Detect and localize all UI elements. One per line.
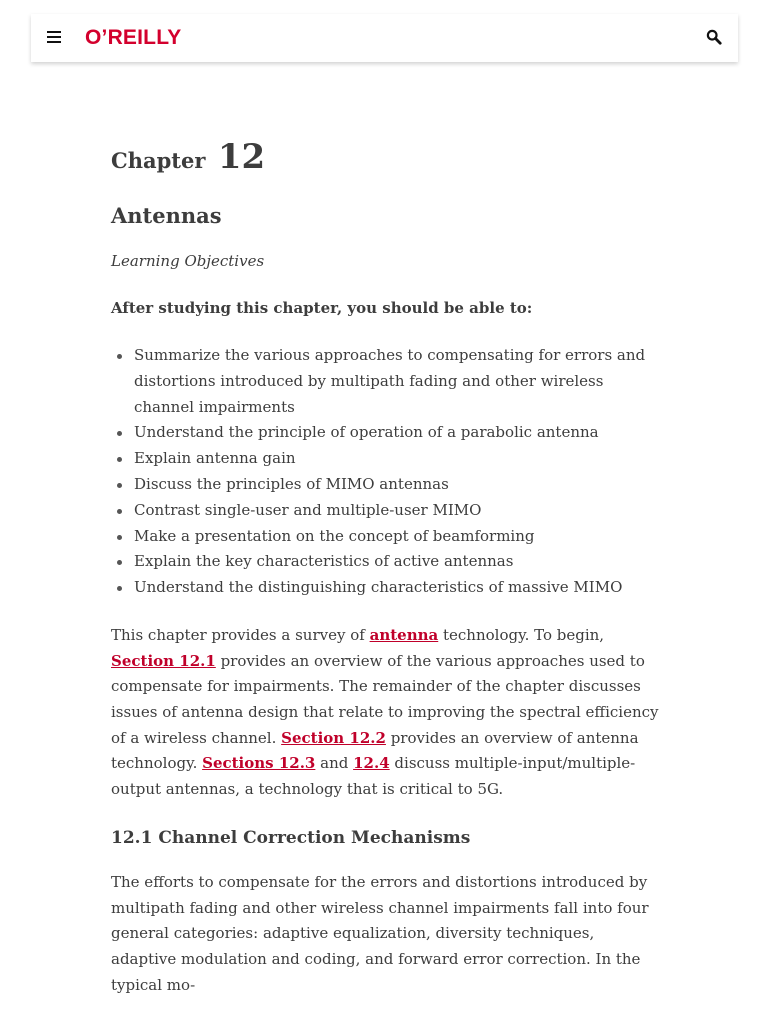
objective-item: Summarize the various approaches to compensating for errors and distortions introduced by multipath fading and other wireless channel impairments bbox=[134, 343, 661, 420]
objective-item: Explain antenna gain bbox=[134, 446, 661, 472]
chapter-title: Antennas bbox=[111, 203, 222, 228]
intro-paragraph bbox=[111, 623, 661, 803]
intro-text: provides an overview of antenna technology. bbox=[111, 728, 639, 773]
hamburger-menu-icon[interactable] bbox=[47, 31, 61, 43]
section-12-2-link[interactable]: Section 12.2 bbox=[281, 728, 386, 747]
intro-text: technology. To begin, bbox=[438, 625, 605, 644]
chapter-content bbox=[111, 130, 661, 998]
chapter-number: 12 bbox=[217, 137, 266, 177]
section-12-1-link[interactable]: Section 12.1 bbox=[111, 651, 216, 670]
chapter-heading bbox=[111, 130, 661, 184]
antenna-link[interactable]: antenna bbox=[369, 625, 439, 644]
oreilly-logo[interactable]: O’REILLY bbox=[85, 26, 182, 49]
chapter-label: Chapter bbox=[111, 148, 206, 173]
section-heading: 12.1 Channel Correction Mechanisms bbox=[111, 827, 471, 848]
sections-12-3-link[interactable]: Sections 12.3 bbox=[202, 754, 316, 773]
learning-objectives-label: Learning Objectives bbox=[111, 252, 265, 270]
objective-item: Understand the distinguishing characteristics of massive MIMO bbox=[134, 575, 661, 601]
intro-text: This chapter provides a survey of bbox=[111, 625, 370, 644]
objective-item: Understand the principle of operation of a parabolic antenna bbox=[134, 420, 661, 446]
objective-item: Contrast single-user and multiple-user MIMO bbox=[134, 498, 661, 524]
section-12-4-link[interactable]: 12.4 bbox=[353, 754, 390, 773]
objective-item: Explain the key characteristics of active antennas bbox=[134, 549, 661, 575]
objective-item: Make a presentation on the concept of beamforming bbox=[134, 524, 661, 550]
intro-text: provides an overview of the various approaches used to compensate for impairments. The remainder of the chapter discusses issues of antenna design that relate to improving the spectral efficiency of a wireless channel. bbox=[111, 651, 659, 747]
intro-text: and bbox=[315, 754, 354, 773]
objectives-list bbox=[111, 343, 661, 601]
search-icon[interactable] bbox=[706, 29, 722, 45]
section-body: The efforts to compensate for the errors and distortions introduced by multipath fading and other wireless channel impairments fall into four general categories: adaptive equalization, diversity techniques, adaptive modulation and coding, and forward error correction. In the typical mo- bbox=[111, 872, 649, 994]
top-navigation-bar bbox=[31, 14, 738, 62]
intro-text: discuss multiple-input/multiple-output antennas, a technology that is critical to 5G. bbox=[111, 754, 636, 799]
objectives-intro: After studying this chapter, you should be able to: bbox=[111, 299, 533, 317]
objective-item: Discuss the principles of MIMO antennas bbox=[134, 472, 661, 498]
